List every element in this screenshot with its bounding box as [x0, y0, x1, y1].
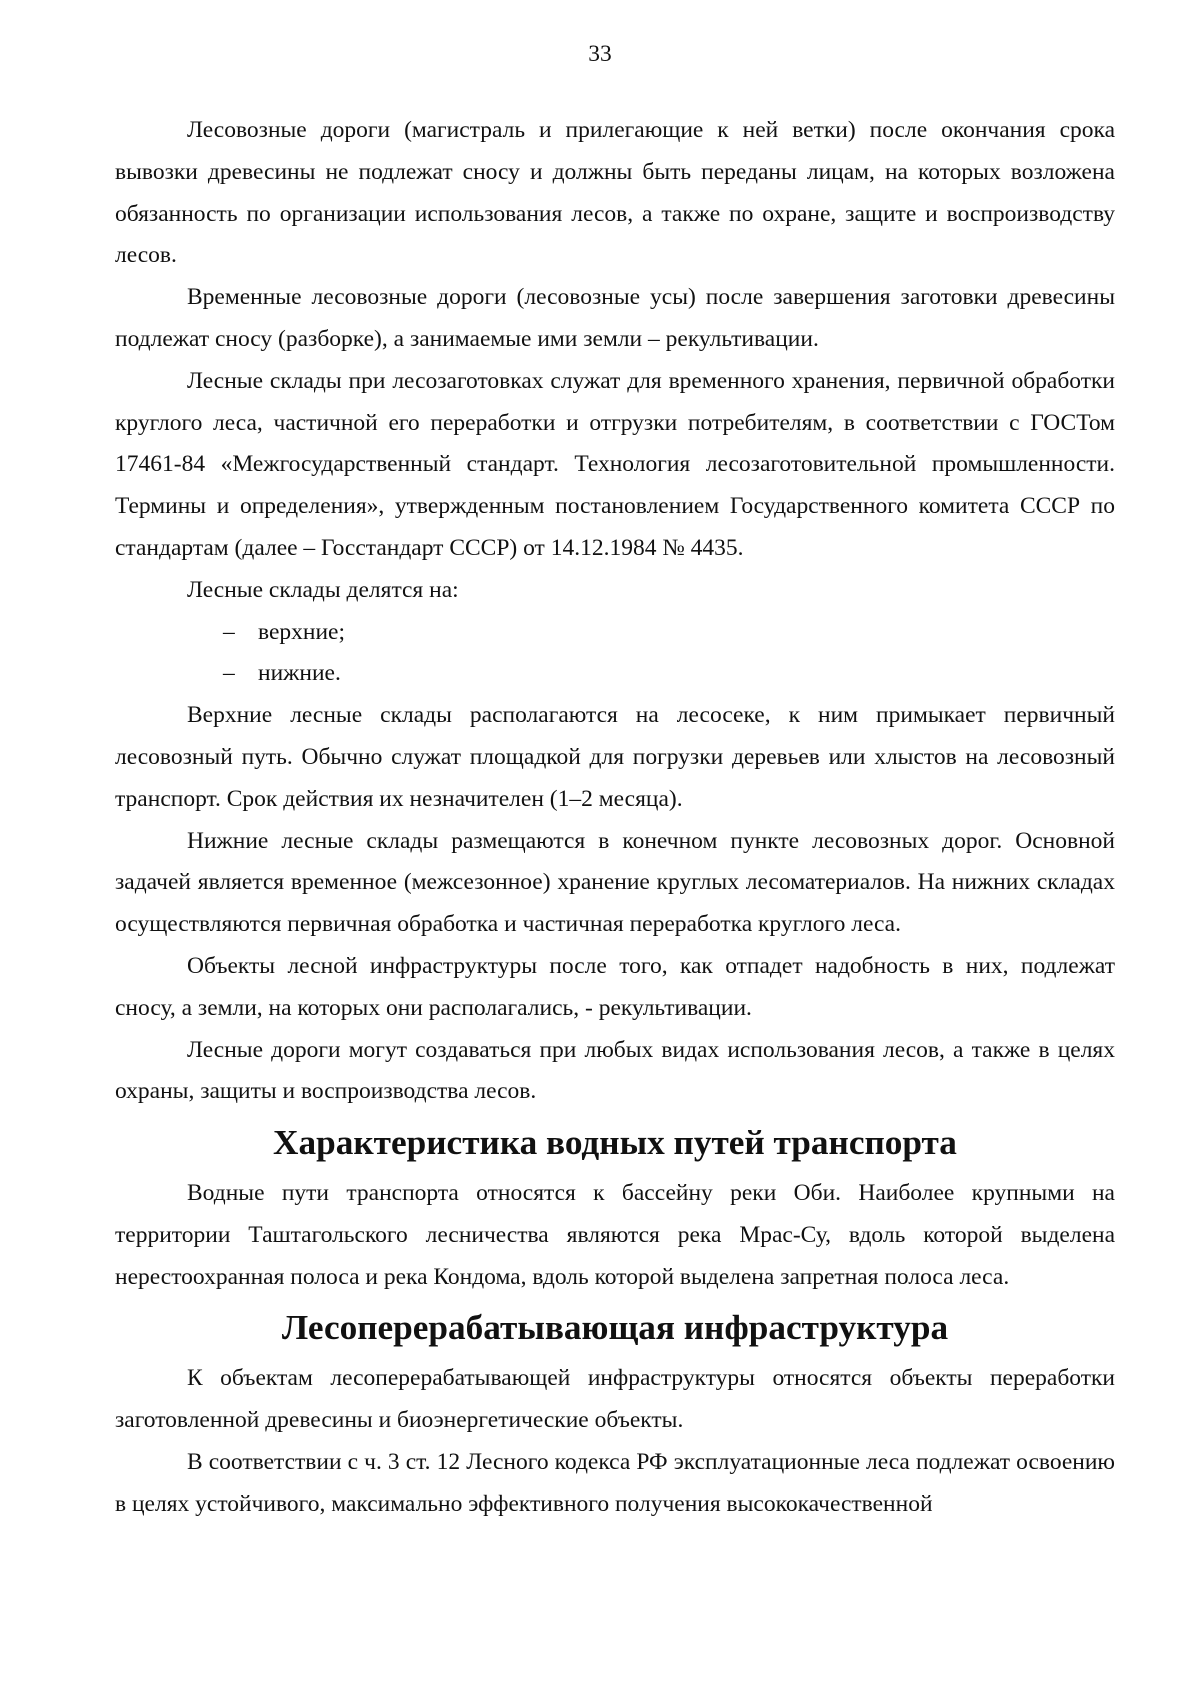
warehouse-types-list — [115, 612, 1115, 696]
paragraph-forest-warehouses: Лесные склады при лесозаготовках служат для временного хранения, первичной обработки круглого леса, частичной его переработки и отгрузки потребителям, в соответствии с ГОСТом 17461-84 «Межгосударственный стандарт. Технология лесозаготовительной промышленности. Термины и определения», утвержденным постановлением Государственного комитета СССР по стандартам (далее – Госстандарт СССР) от 14.12.1984 № 4435. — [115, 367, 1115, 561]
paragraph-upper-warehouses: Верхние лесные склады располагаются на лесосеке, к ним примыкает первичный лесовозный путь. Обычно служат площадкой для погрузки деревьев или хлыстов на лесовозный транспорт. Срок действия их незначителен (1–2 месяца). — [115, 702, 1115, 812]
paragraph-forest-roads: Лесные дороги могут создаваться при любых видах использования лесов, а также в целях охраны, защиты и воспроизводства лесов. — [115, 1036, 1115, 1105]
list-dash: – — [223, 660, 235, 687]
paragraph-warehouse-types-intro: Лесные склады делятся на: — [187, 576, 459, 603]
page-content — [115, 110, 1115, 1525]
paragraph-infrastructure-removal: Объекты лесной инфраструктуры после того, как отпадет надобность в них, подлежат сносу, а земли, на которых они располагались, - рекультивации. — [115, 952, 1115, 1021]
paragraph-processing-objects: К объектам лесоперерабатывающей инфраструктуры относятся объекты переработки заготовленной древесины и биоэнергетические объекты. — [115, 1365, 1115, 1433]
list-item — [115, 612, 1115, 654]
paragraph-forest-code: В соответствии с ч. 3 ст. 12 Лесного кодекса РФ эксплуатационные леса подлежат освоению в целях устойчивого, максимально эффективного получения высококачественной — [115, 1448, 1115, 1517]
list-item-text: верхние; — [258, 618, 346, 645]
paragraph-waterways: Водные пути транспорта относятся к бассейну реки Оби. Наиболее крупными на территории Таштагольского лесничества являются река Мрас-Су, вдоль которой выделена нерестоохранная полоса и река Кондома, вдоль которой выделена запретная полоса леса. — [115, 1179, 1115, 1290]
list-item — [115, 653, 1115, 695]
section-heading-waterways: Характеристика водных путей транспорта — [273, 1123, 957, 1163]
list-dash: – — [223, 618, 235, 645]
paragraph-logging-roads: Лесовозные дороги (магистраль и прилегающие к ней ветки) после окончания срока вывозки древесины не подлежат сносу и должны быть переданы лицам, на которых возложена обязанность по организации использования лесов, а также по охране, защите и воспроизводству лесов. — [115, 117, 1115, 269]
list-item-text: нижние. — [258, 660, 341, 687]
section-heading-processing-infrastructure: Лесоперерабатывающая инфраструктура — [281, 1308, 949, 1348]
page-number: 33 — [588, 41, 612, 67]
paragraph-lower-warehouses: Нижние лесные склады размещаются в конечном пункте лесовозных дорог. Основной задачей является временное (межсезонное) хранение круглых лесоматериалов. На нижних складах осуществляются первичная обработка и частичная переработка круглого леса. — [115, 827, 1115, 938]
paragraph-temporary-roads: Временные лесовозные дороги (лесовозные усы) после завершения заготовки древесины подлежат сносу (разборке), а занимаемые ими земли – рекультивации. — [115, 284, 1115, 352]
